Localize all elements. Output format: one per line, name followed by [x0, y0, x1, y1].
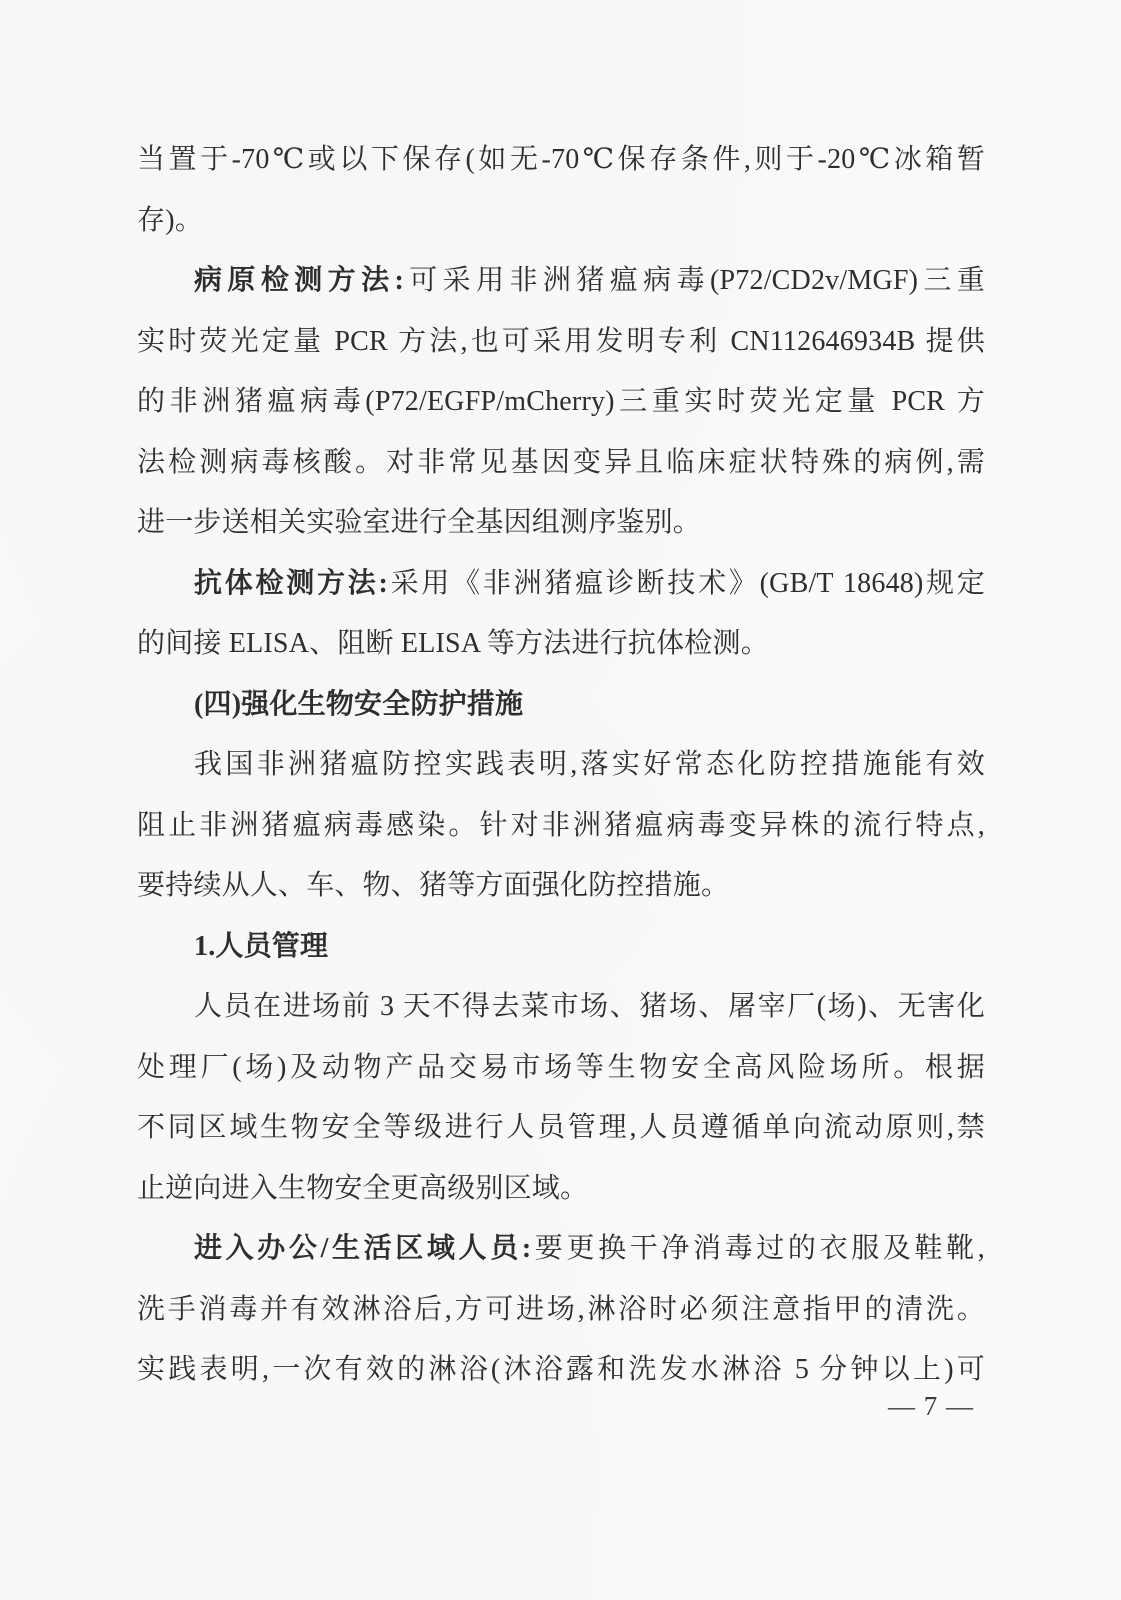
text-line	[137, 1098, 985, 1159]
text-line	[137, 735, 985, 796]
bold-run: (四)强化生物安全防护措施	[194, 688, 524, 720]
line-text: 阻止非洲猪瘟病毒感染。针对非洲猪瘟病毒变异株的流行特点,	[137, 809, 985, 841]
text-line	[137, 977, 985, 1038]
line-text: 止逆向进入生物安全更高级别区域。	[137, 1172, 589, 1204]
line-text: 的间接 ELISA、阻断 ELISA 等方法进行抗体检测。	[137, 628, 769, 659]
line-text: 我国非洲猪瘟防控实践表明,落实好常态化防控措施能有效	[194, 749, 985, 780]
line-text: 实践表明,一次有效的淋浴(沐浴露和洗发水淋浴 5 分钟以上)可	[137, 1354, 985, 1385]
text-line	[137, 251, 985, 312]
line-text: 要更换干净消毒过的衣服及鞋靴,	[531, 1233, 985, 1264]
line-text: 不同区域生物安全等级进行人员管理,人员遵循单向流动原则,禁	[137, 1112, 985, 1143]
line-text: 洗手消毒并有效淋浴后,方可进场,淋浴时必须注意指甲的清洗。	[137, 1293, 985, 1325]
text-line	[137, 130, 985, 191]
bold-run: 进入办公/生活区域人员:	[194, 1233, 532, 1264]
line-text: 要持续从人、车、物、猪等方面强化防控措施。	[137, 870, 730, 901]
line-text: 存)。	[137, 204, 203, 236]
text-line	[137, 796, 985, 857]
bold-run: 病原检测方法:	[194, 265, 405, 296]
text-line	[137, 856, 985, 917]
text-line	[137, 433, 985, 494]
bold-run: 抗体检测方法:	[194, 567, 389, 599]
text-line	[137, 554, 985, 615]
line-text: 实时荧光定量 PCR 方法,也可采用发明专利 CN112646934B 提供	[137, 325, 985, 357]
text-line	[137, 1280, 985, 1341]
text-line	[137, 1340, 985, 1401]
text-line	[137, 312, 985, 373]
text-line	[137, 614, 985, 675]
line-text: 当置于-70℃或以下保存(如无-70℃保存条件,则于-20℃冰箱暂	[137, 144, 985, 175]
section-heading	[137, 675, 985, 736]
document-body-text	[137, 130, 985, 1401]
text-line	[137, 1219, 985, 1280]
line-text: 进一步送相关实验室进行全基因组测序鉴别。	[137, 507, 702, 538]
text-line	[137, 1038, 985, 1099]
line-text: 处理厂(场)及动物产品交易市场等生物安全高风险场所。根据	[137, 1051, 985, 1083]
line-text: 法检测病毒核酸。对非常见基因变异且临床症状特殊的病例,需	[137, 446, 985, 478]
text-line	[137, 372, 985, 433]
line-text: 的非洲猪瘟病毒(P72/EGFP/mCherry)三重实时荧光定量 PCR 方	[137, 386, 985, 417]
text-line	[137, 191, 985, 252]
section-heading	[137, 917, 985, 978]
bold-run: 1.人员管理	[194, 930, 329, 962]
page-number: — 7 —	[888, 1391, 974, 1421]
text-line	[137, 1159, 985, 1220]
line-text: 可采用非洲猪瘟病毒(P72/CD2v/MGF)三重	[404, 265, 985, 296]
line-text: 采用《非洲猪瘟诊断技术》(GB/T 18648)规定	[388, 567, 985, 599]
text-line	[137, 493, 985, 554]
line-text: 人员在进场前 3 天不得去菜市场、猪场、屠宰厂(场)、无害化	[194, 991, 985, 1022]
